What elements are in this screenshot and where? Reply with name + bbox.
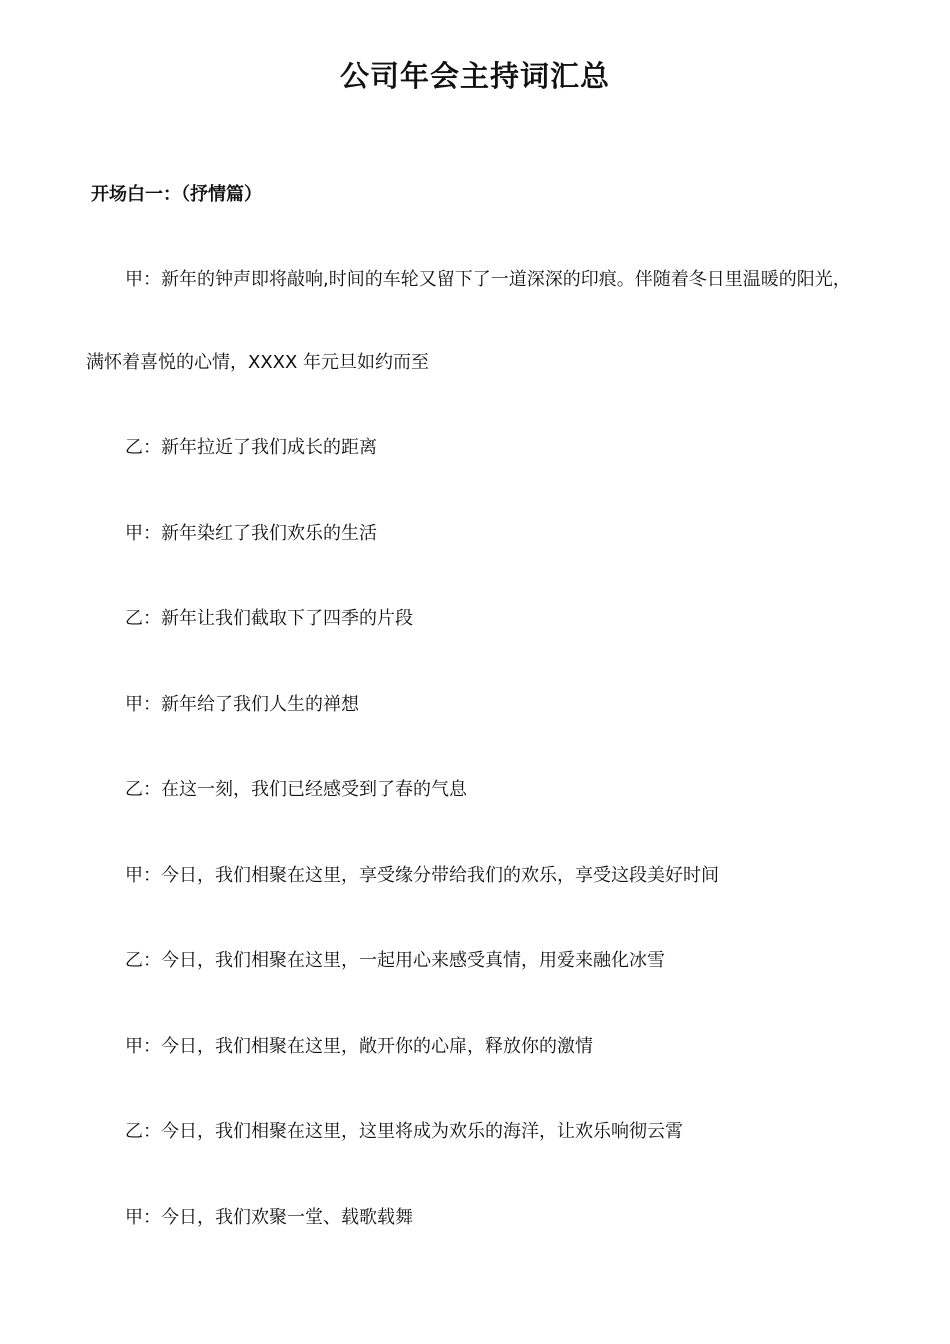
dialogue-line: 甲：新年的钟声即将敲响,时间的车轮又留下了一道深深的印痕。伴随着冬日里温暖的阳光， xyxy=(125,269,851,290)
dialogue-line: 乙：在这一刻，我们已经感受到了春的气息 xyxy=(125,779,467,800)
dialogue-line: 甲：新年给了我们人生的禅想 xyxy=(125,694,359,715)
section-heading: 开场白一：（抒情篇） xyxy=(91,184,262,205)
dialogue-line: 甲：今日，我们相聚在这里，敞开你的心扉，释放你的激情 xyxy=(125,1036,593,1057)
dialogue-line: 甲：今日，我们欢聚一堂、载歌载舞 xyxy=(125,1207,413,1228)
dialogue-line: 乙：新年拉近了我们成长的距离 xyxy=(125,437,377,458)
dialogue-line: 甲：今日，我们相聚在这里，享受缘分带给我们的欢乐，享受这段美好时间 xyxy=(125,865,719,886)
dialogue-line: 乙：今日，我们相聚在这里，一起用心来感受真情，用爱来融化冰雪 xyxy=(125,950,665,971)
dialogue-line: 甲：新年染红了我们欢乐的生活 xyxy=(125,523,377,544)
document-title: 公司年会主持词汇总 xyxy=(339,59,610,93)
dialogue-line: 乙：新年让我们截取下了四季的片段 xyxy=(125,608,413,629)
dialogue-line-continuation: 满怀着喜悦的心情，XXXX 年元旦如约而至 xyxy=(86,352,430,373)
dialogue-line: 乙：今日，我们相聚在这里，这里将成为欢乐的海洋，让欢乐响彻云霄 xyxy=(125,1121,683,1142)
